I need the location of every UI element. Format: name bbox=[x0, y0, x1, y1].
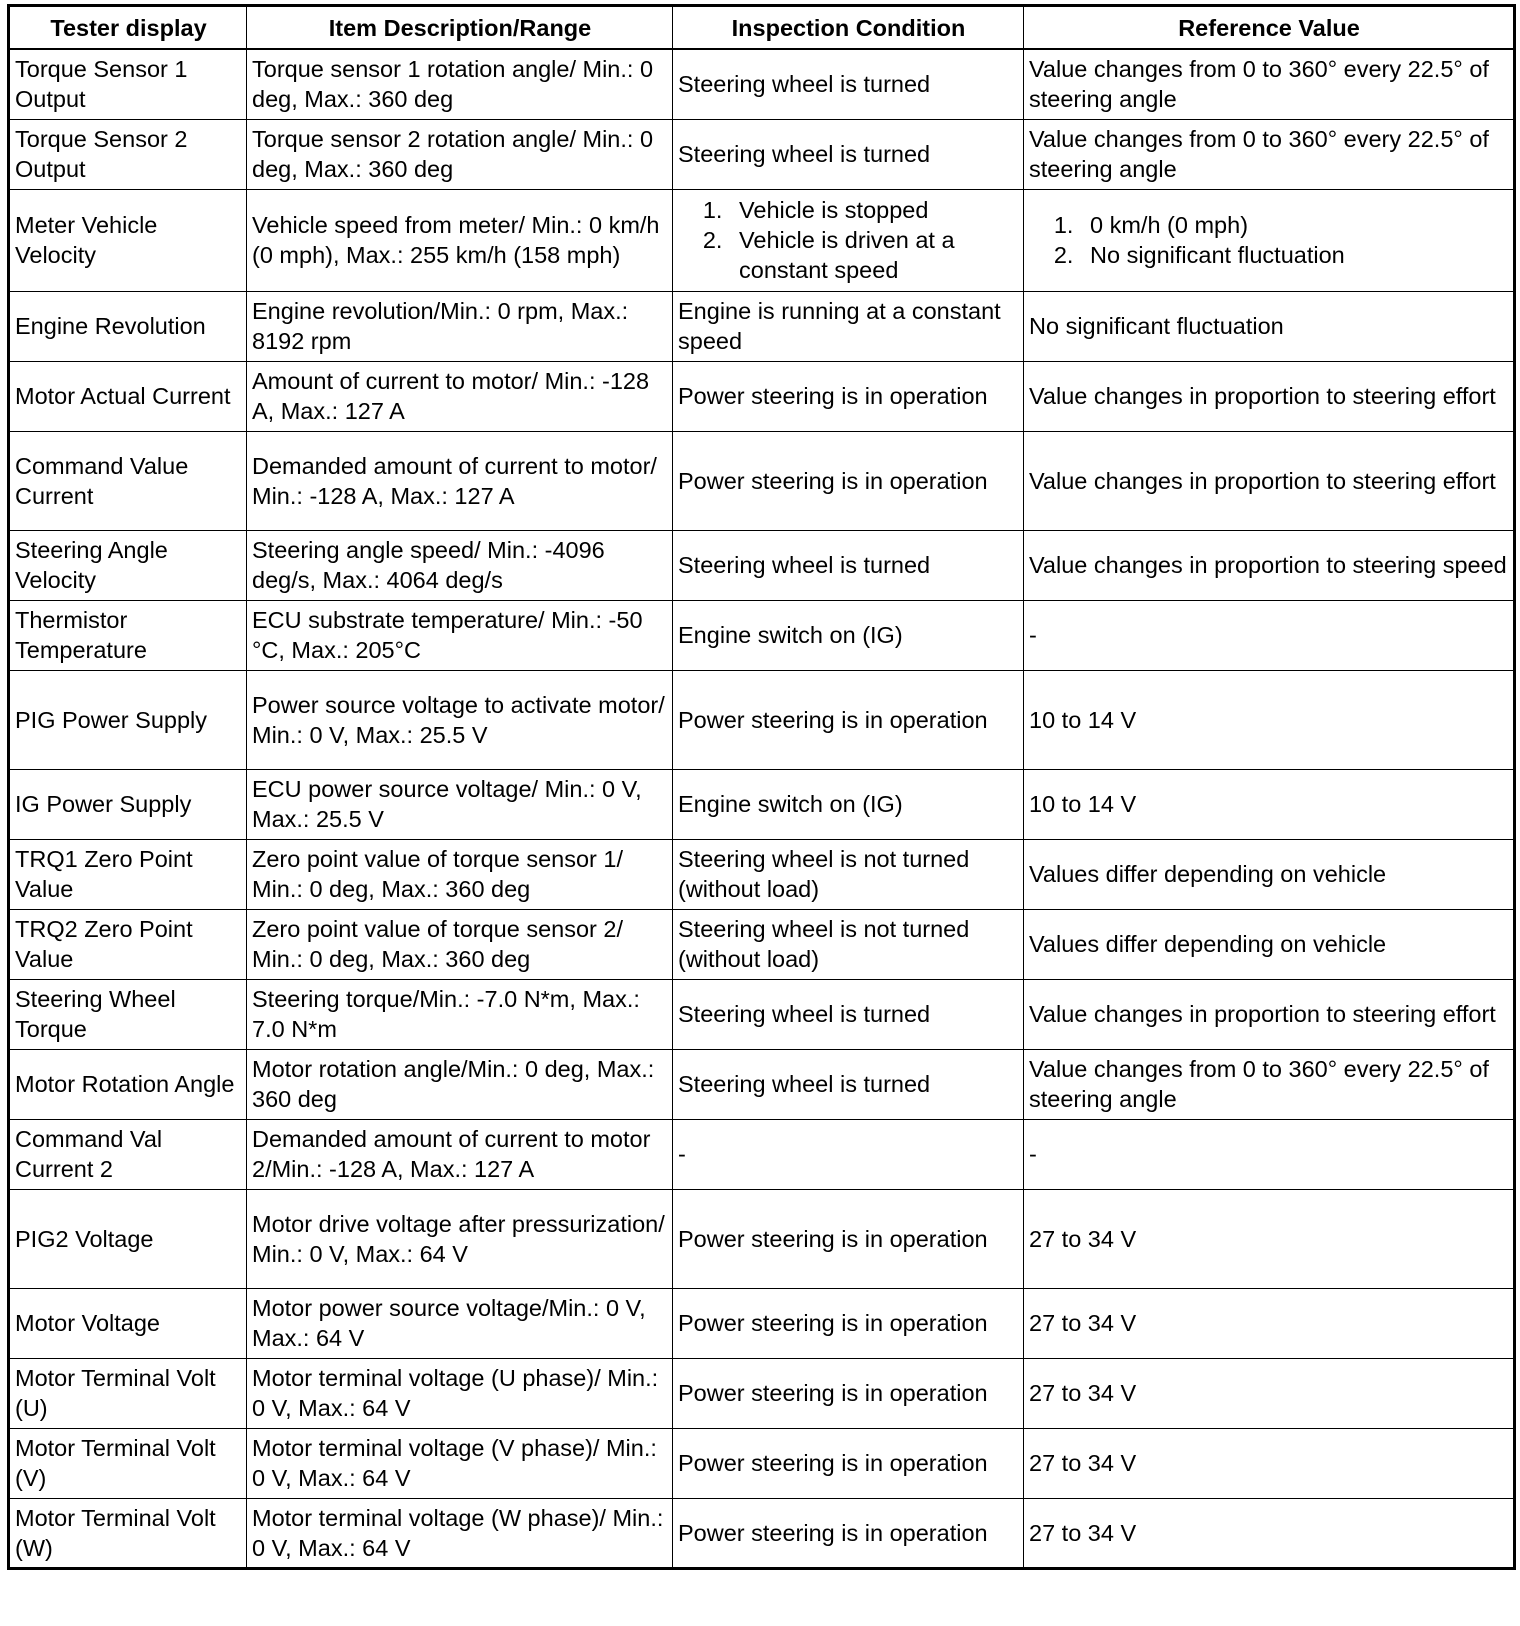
table-row bbox=[9, 49, 1515, 119]
item-description-cell: Steering angle speed/ Min.: -4096 deg/s, Max.: 4064 deg/s bbox=[247, 530, 673, 600]
header-inspection-condition: Inspection Condition bbox=[673, 6, 1024, 50]
reference-value-cell: Value changes in proportion to steering effort bbox=[1024, 979, 1515, 1049]
tester-display-cell: Command Val Current 2 bbox=[9, 1119, 247, 1189]
table-row bbox=[9, 1288, 1515, 1358]
inspection-condition-cell: Steering wheel is turned bbox=[673, 1049, 1024, 1119]
tester-display-cell: TRQ2 Zero Point Value bbox=[9, 909, 247, 979]
inspection-condition-cell: Power steering is in operation bbox=[673, 1358, 1024, 1428]
tester-display-cell: Motor Terminal Volt (V) bbox=[9, 1428, 247, 1498]
header-row bbox=[9, 6, 1515, 50]
reference-value-cell: 10 to 14 V bbox=[1024, 670, 1515, 769]
condition-step: 2. Vehicle is driven at a constant speed bbox=[729, 225, 1019, 285]
tester-display-cell: Motor Terminal Volt (W) bbox=[9, 1498, 247, 1568]
tester-display-cell: Motor Rotation Angle bbox=[9, 1049, 247, 1119]
table-row bbox=[9, 839, 1515, 909]
item-description-cell: Steering torque/Min.: -7.0 N*m, Max.: 7.0 N*m bbox=[247, 979, 673, 1049]
tester-display-cell: Motor Actual Current bbox=[9, 361, 247, 431]
reference-value-cell: 27 to 34 V bbox=[1024, 1189, 1515, 1288]
reference-value-cell: - bbox=[1024, 600, 1515, 670]
item-description-cell: Engine revolution/Min.: 0 rpm, Max.: 8192 rpm bbox=[247, 291, 673, 361]
reference-value-cell: Values differ depending on vehicle bbox=[1024, 909, 1515, 979]
tester-display-cell: PIG Power Supply bbox=[9, 670, 247, 769]
inspection-condition-cell: Power steering is in operation bbox=[673, 431, 1024, 530]
inspection-condition-cell: Power steering is in operation bbox=[673, 361, 1024, 431]
table-row bbox=[9, 1358, 1515, 1428]
tester-display-cell: Command Value Current bbox=[9, 431, 247, 530]
reference-value-cell: Value changes in proportion to steering effort bbox=[1024, 431, 1515, 530]
table-row bbox=[9, 431, 1515, 530]
table-row bbox=[9, 1498, 1515, 1568]
header-item-description: Item Description/Range bbox=[247, 6, 673, 50]
item-description-cell: Motor drive voltage after pressurization/ Min.: 0 V, Max.: 64 V bbox=[247, 1189, 673, 1288]
table-row bbox=[9, 1428, 1515, 1498]
inspection-condition-cell: Steering wheel is not turned (without load) bbox=[673, 839, 1024, 909]
data-list-page bbox=[7, 4, 1513, 1570]
item-description-cell: Zero point value of torque sensor 2/ Min.: 0 deg, Max.: 360 deg bbox=[247, 909, 673, 979]
inspection-condition-cell: Steering wheel is turned bbox=[673, 49, 1024, 119]
inspection-condition-cell: Power steering is in operation bbox=[673, 1428, 1024, 1498]
table-row bbox=[9, 189, 1515, 291]
data-list-table bbox=[7, 4, 1516, 1570]
reference-value-cell bbox=[1024, 189, 1515, 291]
inspection-condition-cell: Power steering is in operation bbox=[673, 1288, 1024, 1358]
item-description-cell: Demanded amount of current to motor 2/Min.: -128 A, Max.: 127 A bbox=[247, 1119, 673, 1189]
header-tester-display: Tester display bbox=[9, 6, 247, 50]
reference-value-cell: Values differ depending on vehicle bbox=[1024, 839, 1515, 909]
item-description-cell: ECU power source voltage/ Min.: 0 V, Max.: 25.5 V bbox=[247, 769, 673, 839]
tester-display-cell: Thermistor Temperature bbox=[9, 600, 247, 670]
tester-display-cell: TRQ1 Zero Point Value bbox=[9, 839, 247, 909]
condition-steps-list bbox=[678, 195, 1019, 285]
reference-value-cell: Value changes in proportion to steering speed bbox=[1024, 530, 1515, 600]
tester-display-cell: IG Power Supply bbox=[9, 769, 247, 839]
table-row bbox=[9, 1049, 1515, 1119]
tester-display-cell: PIG2 Voltage bbox=[9, 1189, 247, 1288]
inspection-condition-cell: Engine is running at a constant speed bbox=[673, 291, 1024, 361]
reference-step: 1. 0 km/h (0 mph) bbox=[1080, 210, 1509, 240]
condition-step: 1. Vehicle is stopped bbox=[729, 195, 1019, 225]
table-row bbox=[9, 909, 1515, 979]
header-reference-value: Reference Value bbox=[1024, 6, 1515, 50]
item-description-cell: Vehicle speed from meter/ Min.: 0 km/h (0 mph), Max.: 255 km/h (158 mph) bbox=[247, 189, 673, 291]
inspection-condition-cell: Power steering is in operation bbox=[673, 1189, 1024, 1288]
inspection-condition-cell: Steering wheel is turned bbox=[673, 979, 1024, 1049]
item-description-cell: Motor terminal voltage (U phase)/ Min.: 0 V, Max.: 64 V bbox=[247, 1358, 673, 1428]
inspection-condition-cell: Power steering is in operation bbox=[673, 1498, 1024, 1568]
inspection-condition-cell: Steering wheel is turned bbox=[673, 530, 1024, 600]
tester-display-cell: Engine Revolution bbox=[9, 291, 247, 361]
inspection-condition-cell: Engine switch on (IG) bbox=[673, 600, 1024, 670]
inspection-condition-cell: Steering wheel is turned bbox=[673, 119, 1024, 189]
reference-value-cell: 10 to 14 V bbox=[1024, 769, 1515, 839]
item-description-cell: Zero point value of torque sensor 1/ Min.: 0 deg, Max.: 360 deg bbox=[247, 839, 673, 909]
item-description-cell: Torque sensor 1 rotation angle/ Min.: 0 deg, Max.: 360 deg bbox=[247, 49, 673, 119]
table-row bbox=[9, 530, 1515, 600]
item-description-cell: Torque sensor 2 rotation angle/ Min.: 0 deg, Max.: 360 deg bbox=[247, 119, 673, 189]
tester-display-cell: Torque Sensor 1 Output bbox=[9, 49, 247, 119]
reference-value-cell: No significant fluctuation bbox=[1024, 291, 1515, 361]
table-row bbox=[9, 1189, 1515, 1288]
reference-value-cell: 27 to 34 V bbox=[1024, 1498, 1515, 1568]
reference-value-cell: Value changes from 0 to 360° every 22.5° of steering angle bbox=[1024, 1049, 1515, 1119]
item-description-cell: ECU substrate temperature/ Min.: -50 °C, Max.: 205°C bbox=[247, 600, 673, 670]
tester-display-cell: Steering Wheel Torque bbox=[9, 979, 247, 1049]
inspection-condition-cell: Power steering is in operation bbox=[673, 670, 1024, 769]
item-description-cell: Motor rotation angle/Min.: 0 deg, Max.: 360 deg bbox=[247, 1049, 673, 1119]
tester-display-cell: Torque Sensor 2 Output bbox=[9, 119, 247, 189]
table-row bbox=[9, 670, 1515, 769]
table-row bbox=[9, 979, 1515, 1049]
inspection-condition-cell: - bbox=[673, 1119, 1024, 1189]
item-description-cell: Amount of current to motor/ Min.: -128 A, Max.: 127 A bbox=[247, 361, 673, 431]
reference-value-cell: Value changes from 0 to 360° every 22.5° of steering angle bbox=[1024, 49, 1515, 119]
reference-value-cell: 27 to 34 V bbox=[1024, 1428, 1515, 1498]
reference-value-cell: 27 to 34 V bbox=[1024, 1288, 1515, 1358]
item-description-cell: Demanded amount of current to motor/ Min.: -128 A, Max.: 127 A bbox=[247, 431, 673, 530]
reference-value-cell: Value changes from 0 to 360° every 22.5° of steering angle bbox=[1024, 119, 1515, 189]
tester-display-cell: Motor Voltage bbox=[9, 1288, 247, 1358]
table-row bbox=[9, 119, 1515, 189]
reference-value-cell: - bbox=[1024, 1119, 1515, 1189]
inspection-condition-cell: Engine switch on (IG) bbox=[673, 769, 1024, 839]
item-description-cell: Motor terminal voltage (W phase)/ Min.: 0 V, Max.: 64 V bbox=[247, 1498, 673, 1568]
reference-steps-list bbox=[1029, 210, 1509, 270]
table-row bbox=[9, 1119, 1515, 1189]
item-description-cell: Motor terminal voltage (V phase)/ Min.: 0 V, Max.: 64 V bbox=[247, 1428, 673, 1498]
tester-display-cell: Meter Vehicle Velocity bbox=[9, 189, 247, 291]
reference-step: 2. No significant fluctuation bbox=[1080, 240, 1509, 270]
reference-value-cell: Value changes in proportion to steering effort bbox=[1024, 361, 1515, 431]
tester-display-cell: Steering Angle Velocity bbox=[9, 530, 247, 600]
inspection-condition-cell bbox=[673, 189, 1024, 291]
table-row bbox=[9, 769, 1515, 839]
table-row bbox=[9, 600, 1515, 670]
tester-display-cell: Motor Terminal Volt (U) bbox=[9, 1358, 247, 1428]
item-description-cell: Motor power source voltage/Min.: 0 V, Max.: 64 V bbox=[247, 1288, 673, 1358]
item-description-cell: Power source voltage to activate motor/ Min.: 0 V, Max.: 25.5 V bbox=[247, 670, 673, 769]
table-row bbox=[9, 291, 1515, 361]
table-row bbox=[9, 361, 1515, 431]
inspection-condition-cell: Steering wheel is not turned (without load) bbox=[673, 909, 1024, 979]
reference-value-cell: 27 to 34 V bbox=[1024, 1358, 1515, 1428]
